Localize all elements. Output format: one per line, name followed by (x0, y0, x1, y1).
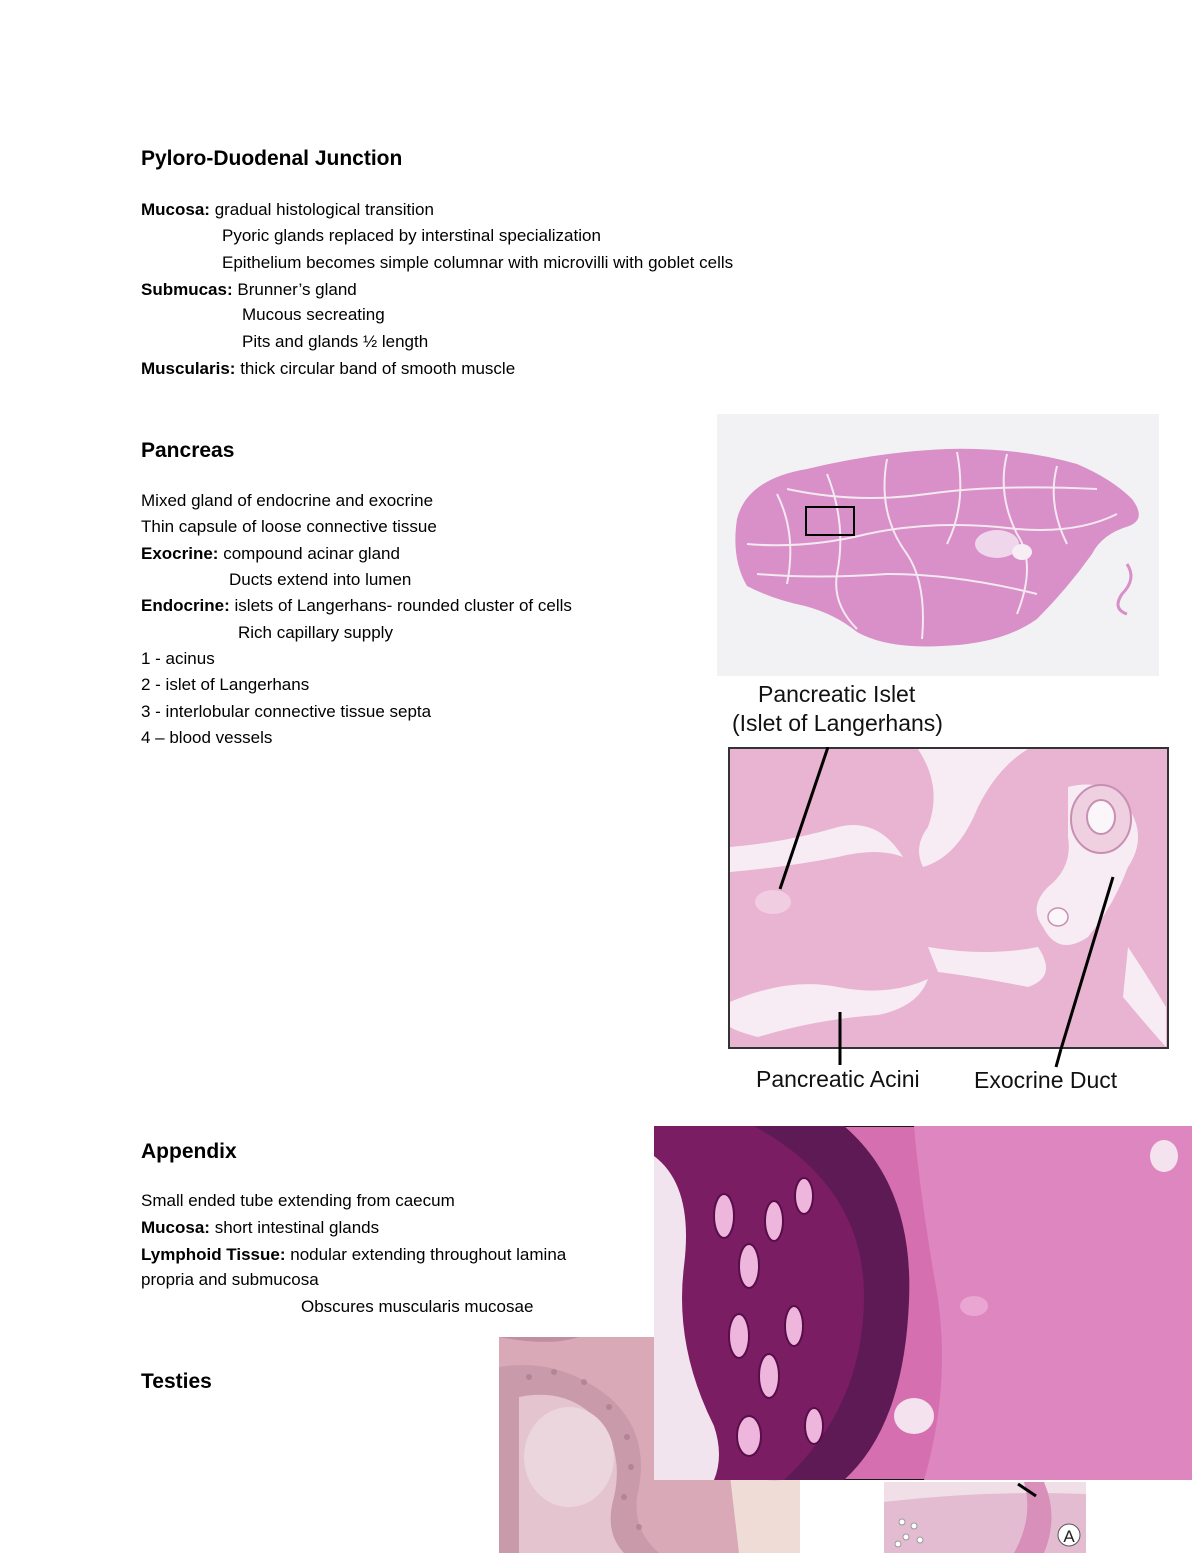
pancreas-exocrine-line2: Ducts extend into lumen (229, 570, 412, 589)
pancreas-endocrine-line (141, 596, 572, 616)
pancreas-list-item: 2 - islet of Langerhans (141, 675, 310, 694)
duct-label: Exocrine Duct (974, 1067, 1118, 1093)
pyloro-heading: Pyloro-Duodenal Junction (141, 147, 403, 170)
pancreas-endocrine-line2: Rich capillary supply (238, 623, 393, 642)
pyloro-submucosa-line (141, 280, 357, 300)
appendix-line1: Small ended tube extending from caecum (141, 1191, 455, 1210)
acini-label: Pancreatic Acini (756, 1066, 920, 1092)
appendix-small-image-marker: A (1063, 1527, 1075, 1546)
pancreas-slide-image (717, 414, 1159, 676)
pyloro-submucosa-label: Submucas: (141, 280, 233, 299)
pancreas-heading: Pancreas (141, 439, 235, 462)
appendix-lymphoid-label: Lymphoid Tissue: (141, 1245, 286, 1264)
pyloro-mucosa-text: gradual histological transition (209, 200, 434, 219)
pyloro-mucosa-label: Mucosa: (141, 200, 210, 219)
testies-heading: Testies (141, 1370, 212, 1393)
appendix-lymphoid-line3: Obscures muscularis mucosae (301, 1297, 534, 1316)
appendix-lymphoid-line2: propria and submucosa (141, 1270, 319, 1289)
pancreas-list-item: 3 - interlobular connective tissue septa (141, 702, 432, 721)
appendix-mucosa-line (141, 1218, 379, 1238)
pyloro-muscularis-label: Muscularis: (141, 359, 236, 378)
pancreas-line1: Mixed gland of endocrine and exocrine (141, 491, 434, 510)
pancreas-exocrine-line (141, 544, 400, 564)
appendix-micrograph (654, 1126, 1192, 1480)
pancreas-list-item: 1 - acinus (141, 649, 215, 668)
appendix-mucosa-text: short intestinal glands (209, 1218, 380, 1237)
pyloro-mucosa-line (141, 200, 434, 220)
islet-label-line1: Pancreatic Islet (758, 681, 916, 707)
pyloro-mucosa-line3: Epithelium becomes simple columnar with microvilli with goblet cells (222, 253, 734, 272)
pancreas-micrograph (728, 747, 1169, 1049)
appendix-mucosa-label: Mucosa: (141, 1218, 210, 1237)
pancreas-endocrine-text: islets of Langerhans- rounded cluster of cells (229, 596, 572, 615)
appendix-lymphoid-line (141, 1245, 566, 1265)
pancreas-exocrine-text: compound acinar gland (218, 544, 400, 563)
appendix-heading: Appendix (141, 1140, 237, 1163)
pancreas-figure (726, 677, 1169, 1105)
pancreas-endocrine-label: Endocrine: (141, 596, 230, 615)
pyloro-submucosa-text: Brunner’s gland (232, 280, 357, 299)
pyloro-submucosa-line3: Pits and glands ½ length (242, 332, 429, 351)
pyloro-muscularis-text: thick circular band of smooth muscle (235, 359, 516, 378)
appendix-small-image (884, 1482, 1086, 1553)
pyloro-submucosa-line2: Mucous secreating (242, 305, 385, 324)
islet-label-line2: (Islet of Langerhans) (732, 710, 943, 736)
pyloro-mucosa-line2: Pyoric glands replaced by interstinal specialization (222, 226, 601, 245)
appendix-lymphoid-text: nodular extending throughout lamina (285, 1245, 567, 1264)
pancreas-line2: Thin capsule of loose connective tissue (141, 517, 437, 536)
pyloro-muscularis-line (141, 359, 515, 379)
pancreas-list-item: 4 – blood vessels (141, 728, 273, 747)
pancreas-exocrine-label: Exocrine: (141, 544, 219, 563)
